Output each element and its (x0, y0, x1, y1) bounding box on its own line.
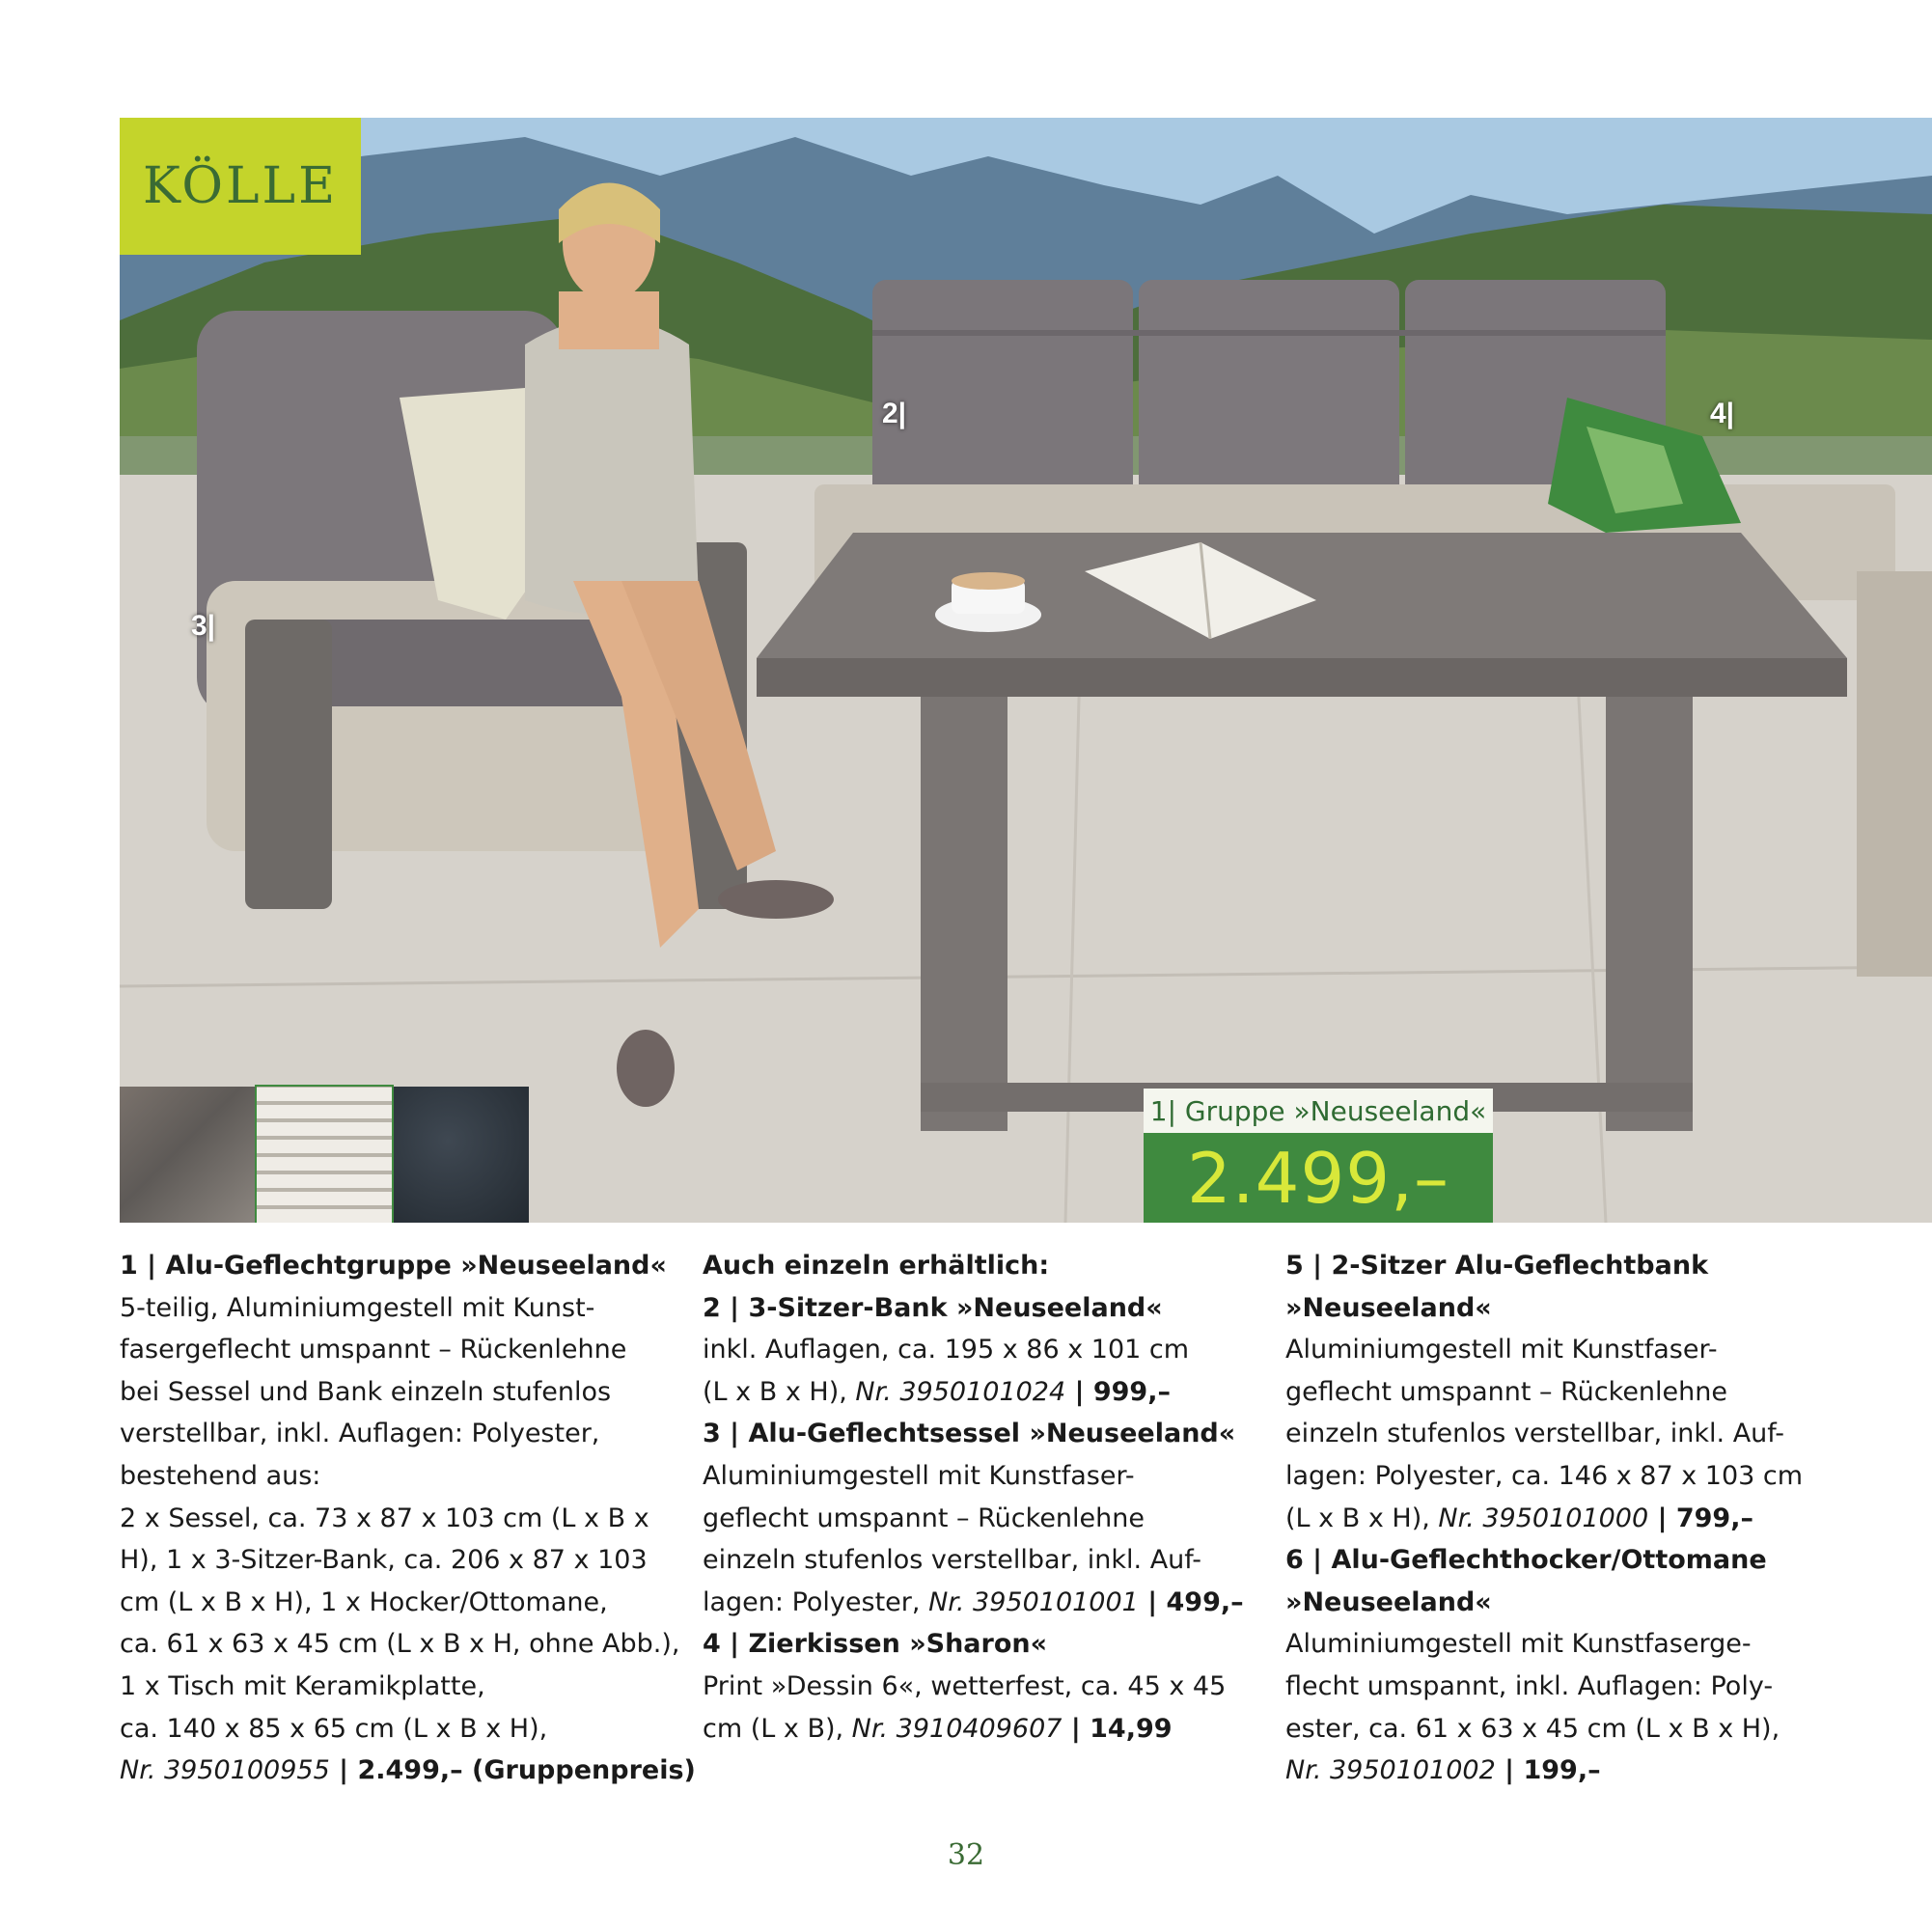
item5-title-2: »Neuseeland« (1285, 1292, 1492, 1323)
item1-price: 2.499,– (Gruppenpreis) (357, 1755, 696, 1786)
brand-logo (120, 118, 361, 255)
swatch-fabric (394, 1087, 529, 1223)
item2-price: 999,– (1092, 1376, 1171, 1407)
item2-title: 2 | 3-Sitzer-Bank »Neuseeland« (703, 1292, 1163, 1323)
item1-line: cm (L x B x H), 1 x Hocker/Ottomane, (120, 1586, 608, 1617)
page-number: 32 (947, 1838, 985, 1872)
item2-dims: (L x B x H), (703, 1376, 856, 1407)
item5-line: geflecht umspannt – Rückenlehne (1285, 1376, 1727, 1407)
item5-line: lagen: Polyester, ca. 146 x 87 x 103 cm (1285, 1460, 1804, 1491)
product-column-1 (120, 1245, 696, 1792)
item3-article-nr: Nr. 3950101001 (928, 1586, 1139, 1617)
item3-order-line: lagen: Polyester, Nr. 3950101001 | 499,– (703, 1586, 1244, 1617)
item2-line: inkl. Auflagen, ca. 195 x 86 x 101 cm (703, 1335, 1190, 1365)
item6-price: 199,– (1523, 1755, 1601, 1786)
swatch-ceramic-tabletop (120, 1087, 255, 1223)
brand-logo-text: KÖLLE (142, 157, 339, 215)
item5-article-nr: Nr. 3950101000 (1438, 1503, 1649, 1533)
item5-price: 799,– (1675, 1503, 1753, 1533)
item3-title: 3 | Alu-Geflechtsessel »Neuseeland« (703, 1419, 1236, 1449)
item1-line: verstellbar, inkl. Auflagen: Polyester, (120, 1419, 600, 1449)
item4-title: 4 | Zierkissen »Sharon« (703, 1629, 1048, 1660)
item1-line: H), 1 x 3-Sitzer-Bank, ca. 206 x 87 x 103 (120, 1545, 648, 1576)
individual-intro: Auch einzeln erhältlich: (703, 1251, 1050, 1281)
item5-line: Aluminiumgestell mit Kunstfaser- (1285, 1335, 1718, 1365)
item1-line: 1 x Tisch mit Keramikplatte, (120, 1670, 485, 1701)
product-column-2 (703, 1245, 1262, 1750)
item2-article-nr: Nr. 3950101024 (855, 1376, 1066, 1407)
item1-line: 5-teilig, Aluminiumgestell mit Kunst- (120, 1292, 595, 1323)
item6-order-line: Nr. 3950101002 | 199,– (1285, 1755, 1601, 1786)
item1-title: 1 | Alu-Geflechtgruppe »Neuseeland« (120, 1251, 667, 1281)
item6-line: ester, ca. 61 x 63 x 45 cm (L x B x H), (1285, 1713, 1780, 1744)
callout-3: 3| (191, 610, 216, 642)
item1-line: 2 x Sessel, ca. 73 x 87 x 103 cm (L x B x (120, 1503, 649, 1533)
hero-photo (120, 118, 1932, 1223)
item1-line: ca. 61 x 63 x 45 cm (L x B x H, ohne Abb.), (120, 1629, 680, 1660)
item1-article-nr: Nr. 3950100955 (120, 1755, 330, 1786)
item3-line: einzeln stufenlos verstellbar, inkl. Auf- (703, 1545, 1202, 1576)
furniture-scene-illustration (120, 118, 1932, 1223)
item1-order-line: Nr. 3950100955 | 2.499,– (Gruppenpreis) (120, 1755, 696, 1786)
item1-line: bei Sessel und Bank einzeln stufenlos (120, 1376, 612, 1407)
item4-line: Print »Dessin 6«, wetterfest, ca. 45 x 45 (703, 1670, 1227, 1701)
product-column-3 (1285, 1245, 1864, 1792)
item5-line: einzeln stufenlos verstellbar, inkl. Auf- (1285, 1419, 1785, 1449)
item4-price: 14,99 (1090, 1713, 1173, 1744)
price-tag-value: 2.499,– (1144, 1133, 1493, 1223)
item4-article-nr: Nr. 3910409607 (851, 1713, 1063, 1744)
item4-dims: cm (L x B), (703, 1713, 852, 1744)
item5-order-line: (L x B x H), Nr. 3950101000 | 799,– (1285, 1503, 1753, 1533)
price-tag-label: 1| Gruppe »Neuseeland« (1144, 1089, 1493, 1133)
item4-order-line: cm (L x B), Nr. 3910409607 | 14,99 (703, 1713, 1173, 1744)
item5-dims: (L x B x H), (1285, 1503, 1439, 1533)
item2-order-line: (L x B x H), Nr. 3950101024 | 999,– (703, 1376, 1171, 1407)
item3-price: 499,– (1166, 1586, 1244, 1617)
item3-line: Aluminiumgestell mit Kunstfaser- (703, 1460, 1135, 1491)
item3-last-line: lagen: Polyester, (703, 1586, 929, 1617)
item1-line: fasergeflecht umspannt – Rückenlehne (120, 1335, 627, 1365)
callout-4: 4| (1710, 398, 1735, 429)
swatch-wicker (257, 1087, 392, 1223)
item6-title: 6 | Alu-Geflechthocker/Ottomane (1285, 1545, 1767, 1576)
item3-line: geflecht umspannt – Rückenlehne (703, 1503, 1145, 1533)
item5-title: 5 | 2-Sitzer Alu-Geflechtbank (1285, 1251, 1709, 1281)
item6-article-nr: Nr. 3950101002 (1285, 1755, 1496, 1786)
callout-2: 2| (882, 398, 907, 429)
item1-line: ca. 140 x 85 x 65 cm (L x B x H), (120, 1713, 548, 1744)
item6-line: flecht umspannt, inkl. Auflagen: Poly- (1285, 1670, 1774, 1701)
item1-line: bestehend aus: (120, 1460, 321, 1491)
item6-line: Aluminiumgestell mit Kunstfaserge- (1285, 1629, 1752, 1660)
item6-title-2: »Neuseeland« (1285, 1586, 1492, 1617)
